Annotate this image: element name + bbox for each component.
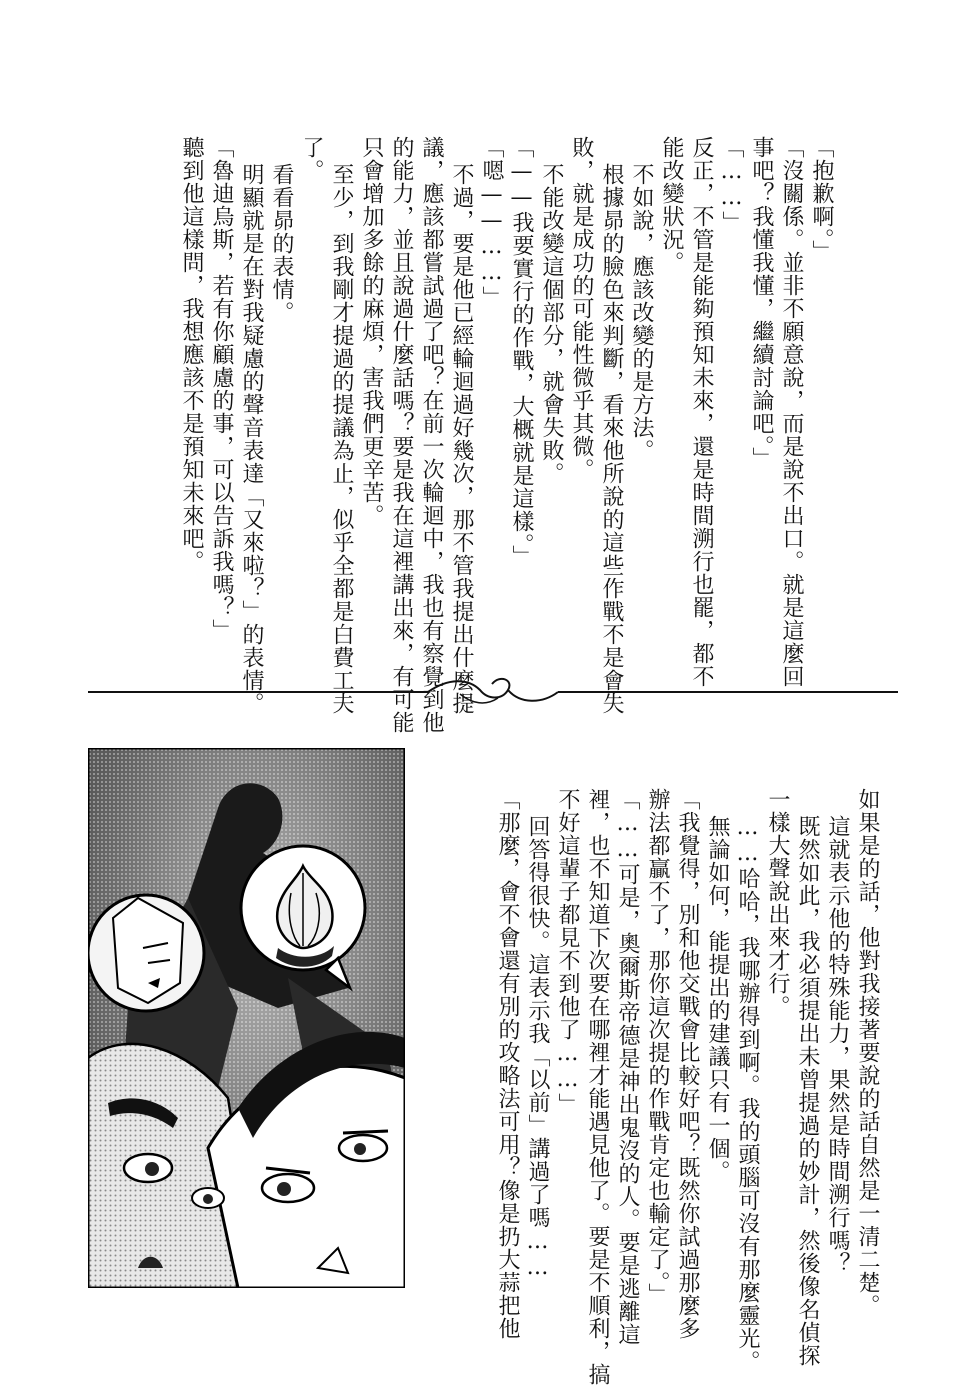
text-column: 回答得很快。這表示我「以前」講過了嗎…… [525,815,550,1281]
text-column: 無論如何，能提出的建議只有一個。 [705,815,730,1183]
text-column: 敗，就是成功的可能性微乎其微。 [569,136,594,481]
text-column: 辦法都贏不了，那你這次提的作戰肯定也輸定了。」 [645,788,670,1306]
text-column: 了。 [299,136,324,182]
text-column: 「沒關係。並非不願意說，而是說不出口。就是這麼回 [779,136,804,688]
text-column: 明顯就是在對我疑慮的聲音表達「又來啦？」的表情。 [239,163,264,715]
manga-illustration [88,748,405,1288]
text-column: 「……可是，奧爾斯帝德是神出鬼沒的人。要是逃離這 [615,788,640,1346]
text-column: 議，應該都嘗試過了吧？在前一次輪迴中，我也有察覺到他 [419,136,444,734]
text-column: 事吧？我懂我懂，繼續討論吧。」 [749,136,774,470]
text-column: 裡，也不知道下次要在哪裡才能遇見他了。要是不順利，搞 [585,788,610,1386]
text-column: 「——我要實行的作戰，大概就是這樣。」 [509,136,534,568]
text-column: 「……」 [719,136,744,234]
text-column: 不如說，應該改變的是方法。 [629,163,654,462]
text-column: 一樣大聲說出來才行。 [765,788,790,1018]
text-column: 「那麼，會不會還有別的攻略法可用？像是扔大蒜把他 [495,788,520,1340]
text-column: 能改變狀況。 [659,136,684,274]
text-column: 不過，要是他已經輪迴過好幾次，那不管我提出什麼提 [449,163,474,715]
text-column: 不能改變這個部分，就會失敗。 [539,163,564,485]
text-column: 「嗯——……」 [479,136,504,309]
text-column: 至少，到我剛才提過的提議為止，似乎全都是白費工夫 [329,163,354,715]
text-column: 「我覺得，別和他交戰會比較好吧？既然你試過那麼多 [675,788,700,1340]
text-column: 「抱歉啊。」 [809,136,834,263]
text-column: ……哈哈，我哪辦得到啊。我的頭腦可沒有那麼靈光。 [735,815,760,1373]
text-column: 反正，不管是能夠預知未來，還是時間溯行也罷，都不 [689,136,714,688]
text-column: 根據昴的臉色來判斷，看來他所說的這些作戰不是會失 [599,163,624,715]
text-column: 「魯迪烏斯，若有你顧慮的事，可以告訴我嗎？」 [209,136,234,642]
ornamental-divider [88,672,898,712]
text-column: 如果是的話，他對我接著要說的話自然是一清二楚。 [855,788,880,1317]
text-column: 看看昴的表情。 [269,163,294,324]
text-column: 不好這輩子都見不到他了……」 [555,788,580,1116]
text-column: 的能力，並且說過什麼話嗎？要是我在這裡講出來，有可能 [389,136,414,734]
text-column: 既然如此，我必須提出未曾提過的妙計，然後像名偵探 [795,815,820,1367]
text-column: 這就表示他的特殊能力，果然是時間溯行嗎？ [825,815,850,1275]
text-column: 只會增加多餘的麻煩，害我們更辛苦。 [359,136,384,527]
text-column: 聽到他這樣問，我想應該不是預知未來吧。 [179,136,204,573]
